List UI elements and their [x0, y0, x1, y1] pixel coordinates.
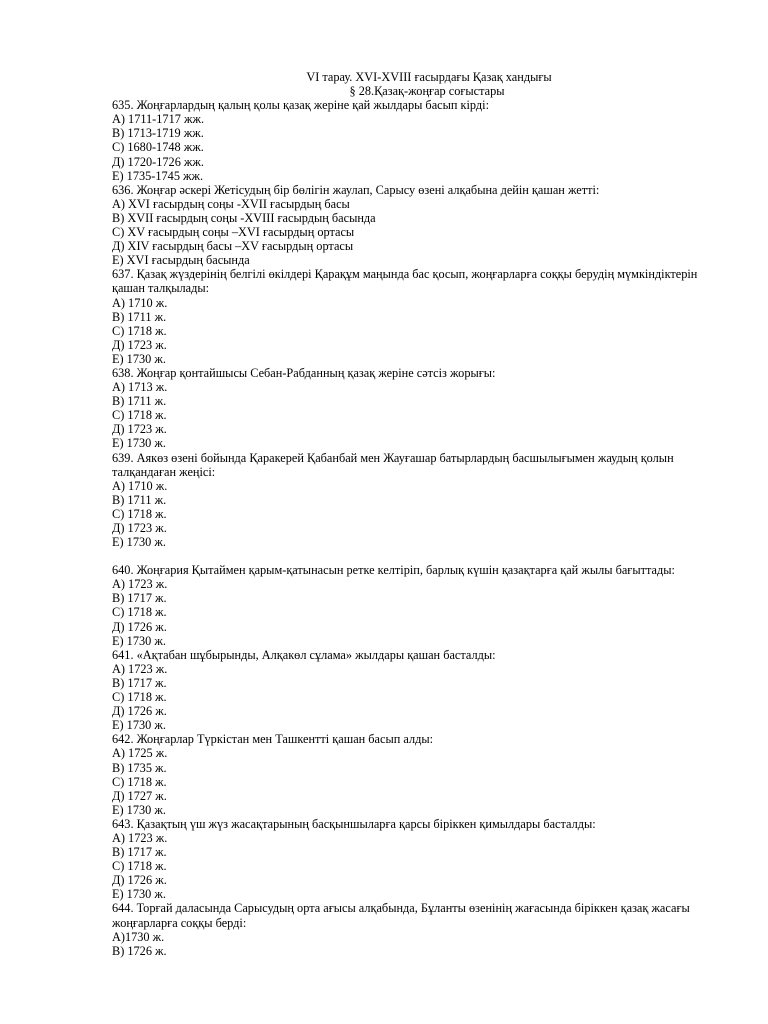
answer-option: E) 1730 ж.	[112, 718, 166, 733]
answer-option: A)1730 ж.	[112, 929, 165, 944]
answer-option: A) 1723 ж.	[112, 661, 168, 676]
question-text: 643. Қазақтың үш жүз жасақтарының басқыншыларға қарсы біріккен қимылдары басталды:	[112, 816, 596, 831]
answer-option: Д) 1727 ж.	[112, 788, 167, 803]
document-page	[112, 70, 712, 958]
question-text: 641. «Ақтабан шұбырынды, Алқакөл сұлама» жылдары қашан басталды:	[112, 647, 496, 662]
question-block	[112, 267, 712, 366]
answer-option: B) XVII ғасырдың соңы -XVIII ғасырдың басында	[112, 210, 376, 225]
answer-option: E) 1730 ж.	[112, 802, 166, 817]
question-text: 642. Жоңғарлар Түркістан мен Ташкентті қашан басып алды:	[112, 732, 434, 747]
answer-option: C) 1718 ж.	[112, 605, 167, 620]
answer-option: C) 1718 ж.	[112, 690, 167, 705]
answer-option: E) XVI ғасырдың басында	[112, 253, 250, 268]
question-list	[112, 98, 712, 958]
answer-option: Д) XIV ғасырдың басы –XV ғасырдың ортасы	[112, 239, 354, 254]
answer-option: Д) 1723 ж.	[112, 521, 167, 535]
blank-line	[112, 549, 712, 563]
answer-option: A) 1710 ж.	[112, 478, 168, 493]
answer-option: C) 1718 ж.	[112, 323, 167, 338]
question-block	[112, 817, 712, 902]
answer-option: Д) 1726 ж.	[112, 873, 167, 888]
answer-option: E) 1730 ж.	[112, 633, 166, 648]
question-text: 644. Торғай даласында Сарысудың орта ағысы алқабында, Бұланты өзенінің жағасында біріккен қазақ жасағы жоңғарларға соққы берді:	[112, 901, 690, 930]
question-block	[112, 366, 712, 451]
answer-option: Д) 1723 ж.	[112, 422, 167, 437]
answer-option: B) 1717 ж.	[112, 845, 167, 860]
question-block	[112, 732, 712, 817]
question-text: 636. Жоңғар әскері Жетісудың бір бөлігін жаулап, Сарысу өзені алқабына дейін қашан жетті:	[112, 182, 600, 197]
answer-option: C) XV ғасырдың соңы –XVI ғасырдың ортасы	[112, 225, 355, 240]
question-text: 638. Жоңғар қонтайшысы Себан-Рабданның қазақ жеріне сәтсіз жорығы:	[112, 365, 496, 380]
answer-option: B) 1735 ж.	[112, 760, 167, 775]
answer-option: B) 1711 ж.	[112, 492, 167, 507]
answer-option: A) 1725 ж.	[112, 746, 168, 761]
question-block	[112, 901, 712, 957]
answer-option: C) 1680-1748 жж.	[112, 140, 204, 155]
question-text: 637. Қазақ жүздерінің белгілі өкілдері Қарақұм маңында бас қосып, жоңғарларға соққы берудің мүмкіндіктерін қашан талқылады:	[112, 267, 698, 296]
answer-option: B) 1726 ж.	[112, 943, 167, 958]
question-block	[112, 451, 712, 564]
chapter-title: VI тарау. XVI-XVIII ғасырдағы Қазақ хандығы	[306, 70, 552, 84]
answer-option: A) 1713 ж.	[112, 380, 168, 395]
answer-option: C) 1718 ж.	[112, 408, 167, 423]
question-text: 635. Жоңғарлардың қалың қолы қазақ жеріне қай жылдары басып кірді:	[112, 98, 489, 113]
answer-option: E) 1735-1745 жж.	[112, 168, 204, 183]
answer-option: Д) 1720-1726 жж.	[112, 154, 204, 169]
answer-option: B) 1713-1719 жж.	[112, 126, 204, 141]
answer-option: Д) 1723 ж.	[112, 337, 167, 352]
answer-option: E) 1730 ж.	[112, 351, 166, 366]
answer-option: E) 1730 ж.	[112, 535, 166, 550]
answer-option: C) 1718 ж.	[112, 774, 167, 789]
question-block	[112, 648, 712, 733]
answer-option: A) 1723 ж.	[112, 577, 168, 592]
question-block	[112, 183, 712, 268]
answer-option: Д) 1726 ж.	[112, 619, 167, 634]
answer-option: B) 1711 ж.	[112, 309, 167, 324]
answer-option: Д) 1726 ж.	[112, 704, 167, 719]
question-text: 640. Жоңғария Қытаймен қарым-қатынасын ретке келтіріп, барлық күшін қазақтарға қай жылы бағыттады:	[112, 563, 675, 578]
question-text: 639. Аякөз өзені бойында Қаракерей Қабанбай мен Жауғашар батырлардың басшылығымен жаудың қолын талқандаған жеңісі:	[112, 450, 674, 479]
section-title: § 28.Қазақ-жоңғар соғыстары	[349, 84, 505, 99]
question-block	[112, 98, 712, 183]
answer-option: B) 1717 ж.	[112, 675, 167, 690]
answer-option: B) 1717 ж.	[112, 591, 167, 606]
answer-option: E) 1730 ж.	[112, 436, 166, 451]
answer-option: A) 1710 ж.	[112, 295, 168, 310]
answer-option: B) 1711 ж.	[112, 394, 167, 409]
answer-option: C) 1718 ж.	[112, 506, 167, 521]
answer-option: A) 1711-1717 жж.	[112, 112, 205, 127]
answer-option: A) 1723 ж.	[112, 830, 168, 845]
answer-option: A) XVI ғасырдың соңы -XVII ғасырдың басы	[112, 196, 350, 211]
question-block	[112, 563, 712, 648]
answer-option: C) 1718 ж.	[112, 859, 167, 874]
answer-option: E) 1730 ж.	[112, 887, 166, 902]
